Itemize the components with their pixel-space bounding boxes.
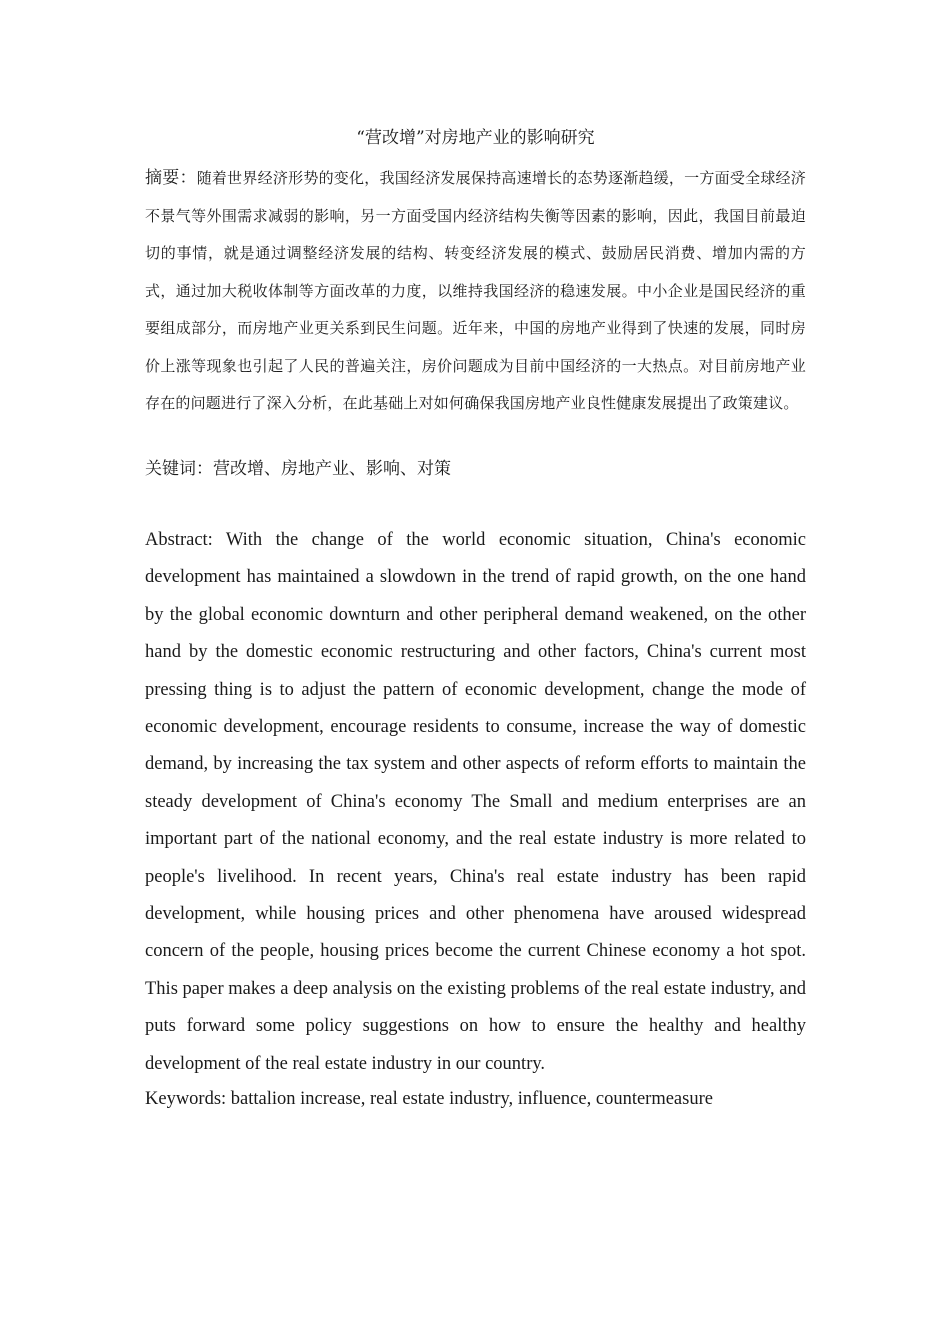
chinese-abstract — [145, 160, 806, 423]
chinese-abstract-text: 随着世界经济形势的变化，我国经济发展保持高速增长的态势逐渐趋缓，一方面受全球经济不景气等外围需求减弱的影响，另一方面受国内经济结构失衡等因素的影响，因此，我国目前最迫切的事情，就是通过调整经济发展的结构、转变经济发展的模式、鼓励居民消费、增加内需的方式，通过加大税收体制等方面改革的力度，以维持我国经济的稳速发展。中小企业是国民经济的重要组成部分，而房地产业更关系到民生问题。近年来，中国的房地产业得到了快速的发展，同时房价上涨等现象也引起了人民的普遍关注，房价问题成为目前中国经济的一大热点。对目前房地产业存在的问题进行了深入分析，在此基础上对如何确保我国房地产业良性健康发展提出了政策建议。 — [145, 169, 806, 412]
chinese-keywords: 关键词：营改增、房地产业、影响、对策 — [145, 459, 451, 479]
english-keywords: Keywords: battalion increase, real estate industry, influence, countermeasure — [145, 1089, 713, 1109]
chinese-abstract-label: 摘要： — [145, 168, 197, 188]
english-abstract: Abstract: With the change of the world economic situation, China's economic development has maintained a slowdown in the trend of rapid growth, on the one hand by the global economic downturn and other peripheral demand weakened, on the other hand by the domestic economic restructuring and other factors, China's current most pressing thing is to adjust the pattern of economic development, change the mode of economic development, encourage residents to consume, increase the way of domestic demand, by increasing the tax system and other aspects of reform efforts to maintain the steady development of China's economy The Small and medium enterprises are an important part of the national economy, and the real estate industry is more related to people's livelihood. In recent years, China's real estate industry has been rapid development, while housing prices and other phenomena have aroused widespread concern of the people, housing prices become the current Chinese economy a hot spot. This paper makes a deep analysis on the existing problems of the real estate industry, and puts forward some policy suggestions on how to ensure the healthy and healthy development of the real estate industry in our country. — [145, 530, 806, 1074]
document-title: “营改增”对房地产业的影响研究 — [356, 128, 595, 148]
